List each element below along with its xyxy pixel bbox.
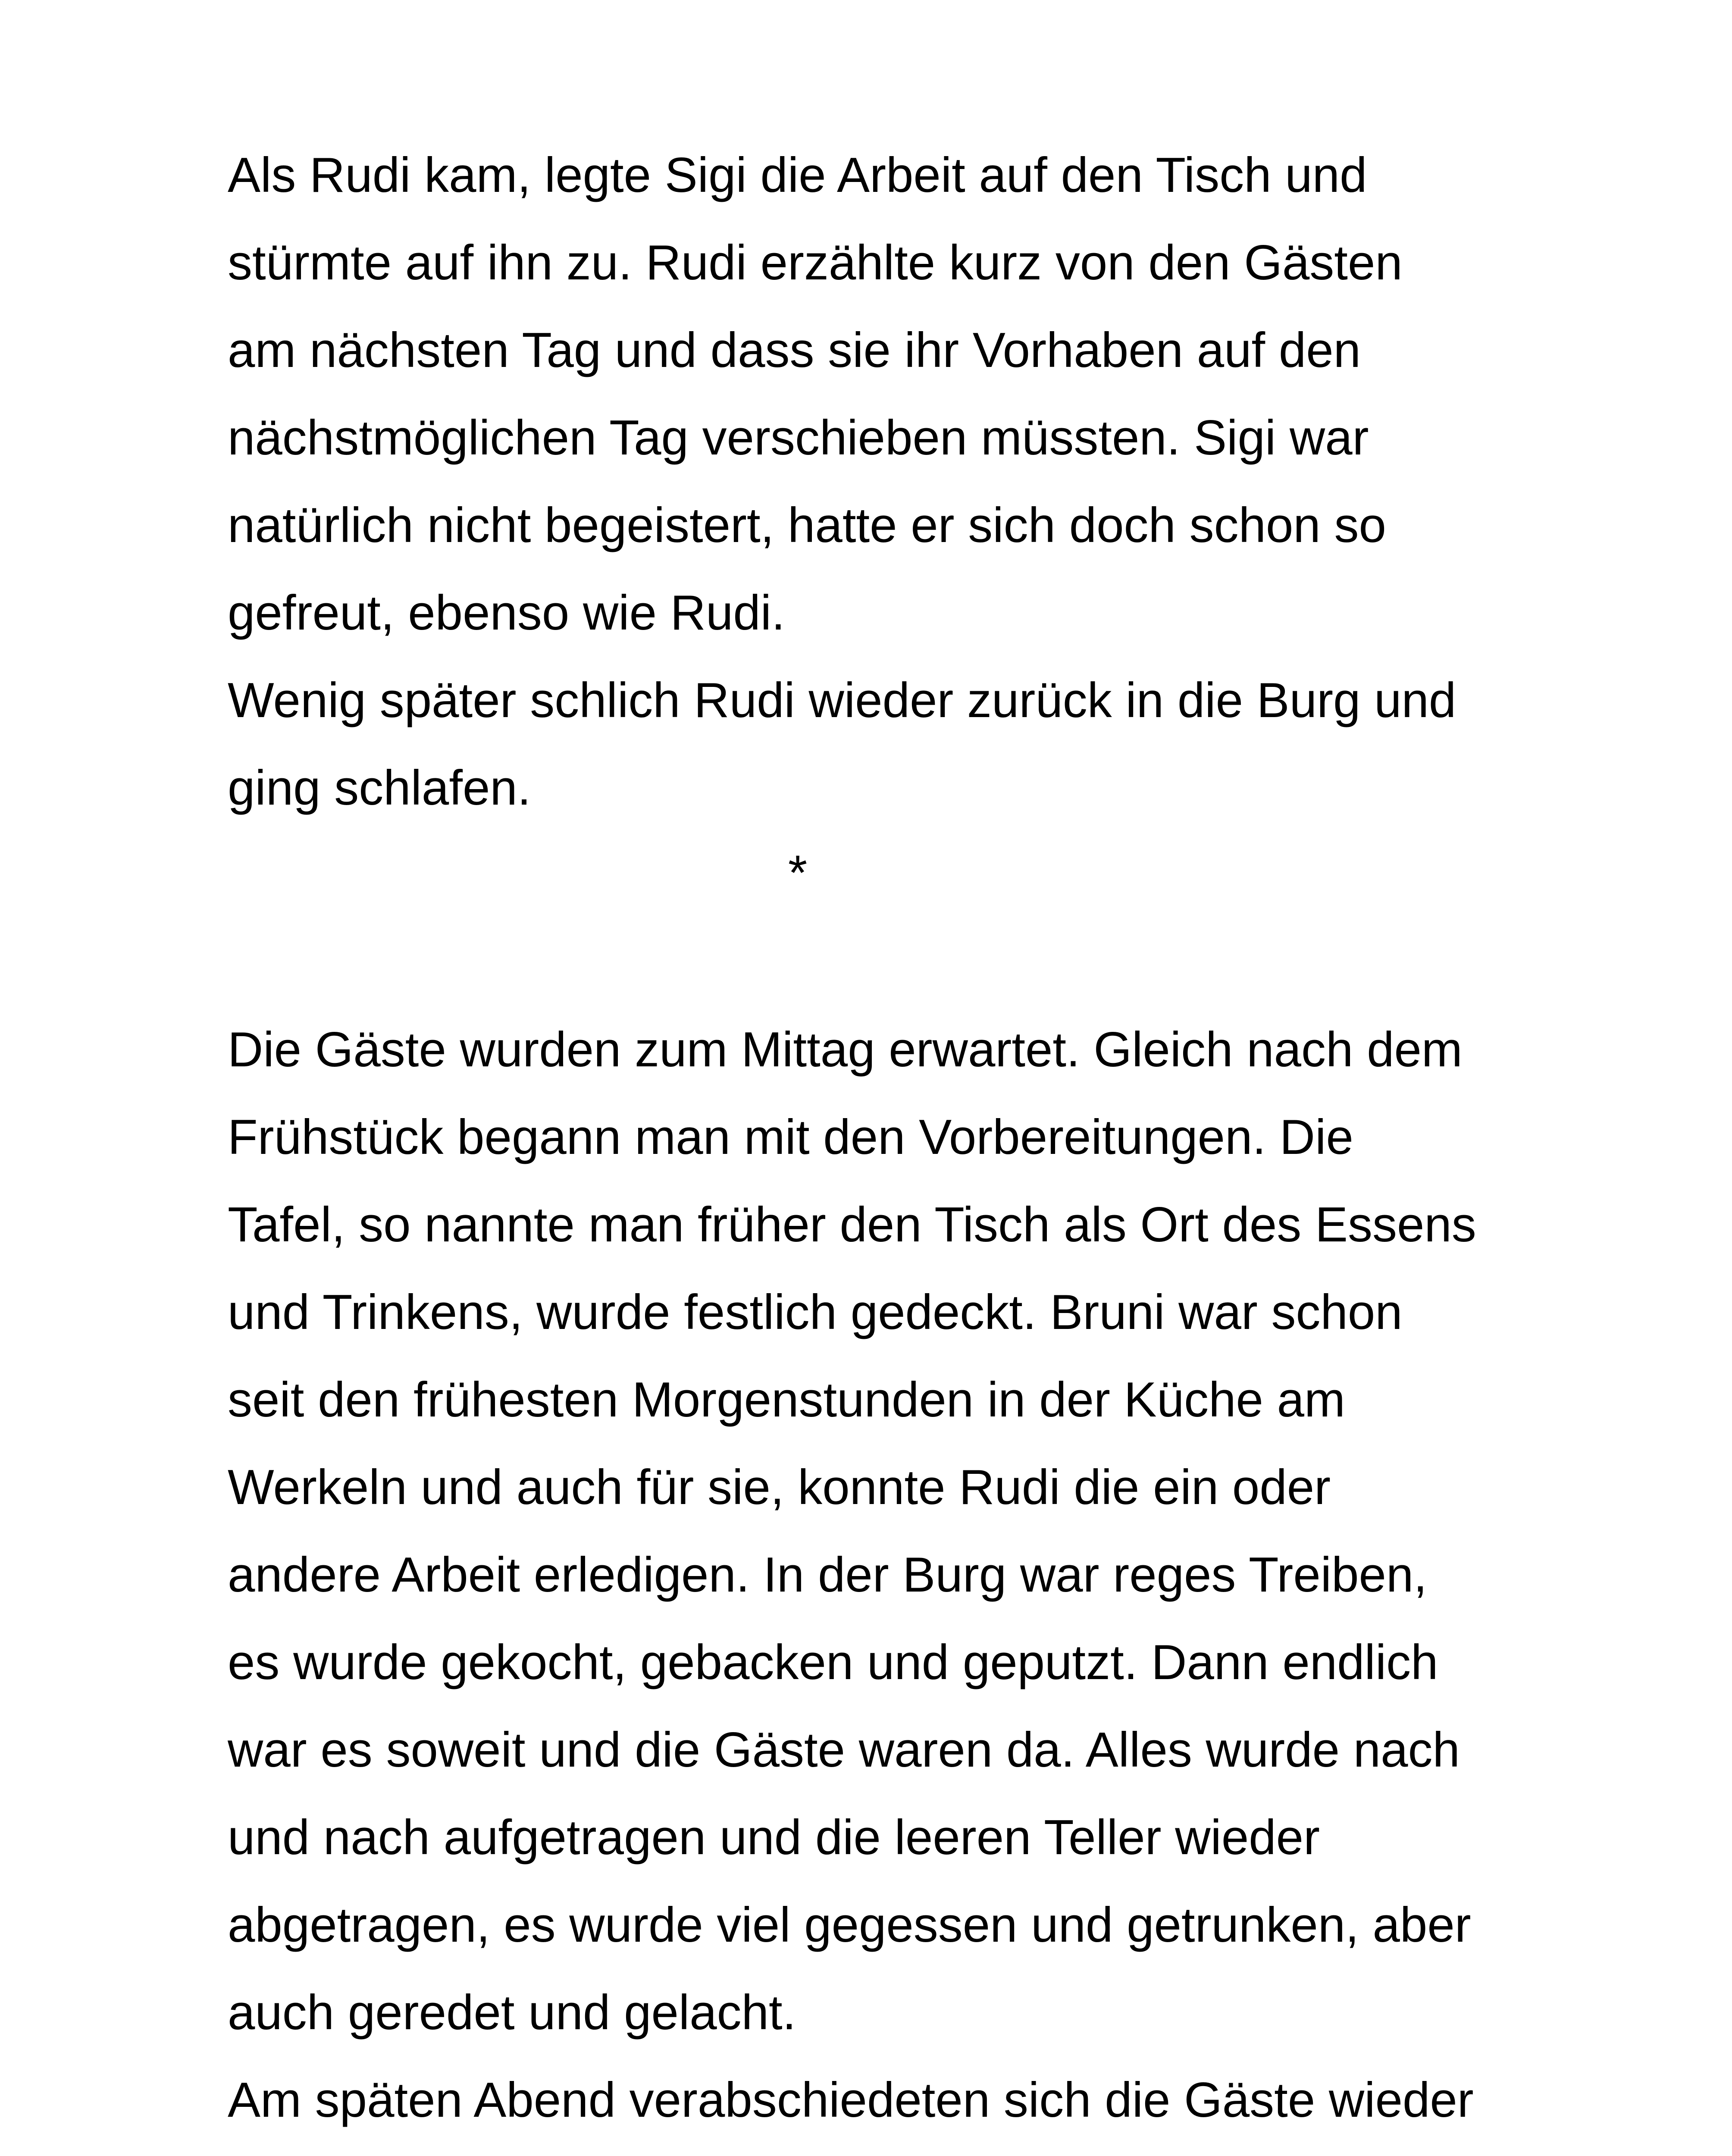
paragraph-bottom: [228, 1006, 1564, 2156]
paragraph-top: [228, 132, 1564, 832]
text-line: und nach aufgetragen und die leeren Teller wieder: [228, 1810, 1320, 1865]
section-separator: *: [788, 846, 808, 900]
text-line: andere Arbeit erledigen. In der Burg war reges Treiben,: [228, 1548, 1427, 1602]
text-line: gefreut, ebenso wie Rudi.: [228, 586, 785, 640]
text-line: Als Rudi kam, legte Sigi die Arbeit auf den Tisch und: [228, 148, 1367, 203]
text-line: Werkeln und auch für sie, konnte Rudi die ein oder: [228, 1460, 1331, 1515]
text-line: stürmte auf ihn zu. Rudi erzählte kurz von den Gästen: [228, 235, 1403, 290]
text-line: Am späten Abend verabschiedeten sich die Gäste wieder: [228, 2073, 1474, 2128]
text-line: Frühstück begann man mit den Vorbereitungen. Die: [228, 1110, 1353, 1165]
text-line: und Trinkens, wurde festlich gedeckt. Bruni war schon: [228, 1285, 1403, 1340]
text-line: ging schlafen.: [228, 761, 531, 815]
text-line: auch geredet und gelacht.: [228, 1985, 796, 2040]
text-line: abgetragen, es wurde viel gegessen und getrunken, aber: [228, 1898, 1471, 1952]
text-line: Tafel, so nannte man früher den Tisch als Ort des Essens: [228, 1197, 1476, 1252]
text-line: natürlich nicht begeistert, hatte er sich doch schon so: [228, 498, 1386, 553]
text-line: seit den frühesten Morgenstunden in der Küche am: [228, 1373, 1345, 1427]
text-line: nächstmöglichen Tag verschieben müssten. Sigi war: [228, 411, 1369, 465]
text-line: war es soweit und die Gäste waren da. Alles wurde nach: [228, 1723, 1460, 1777]
text-line: [228, 2144, 1564, 2156]
text-line: es wurde gekocht, gebacken und geputzt. Dann endlich: [228, 1635, 1438, 1690]
text-line: Wenig später schlich Rudi wieder zurück in die Burg und: [228, 673, 1456, 728]
text-line: Die Gäste wurden zum Mittag erwartet. Gleich nach dem: [228, 1022, 1463, 1077]
text-line: am nächsten Tag und dass sie ihr Vorhaben auf den: [228, 323, 1361, 378]
